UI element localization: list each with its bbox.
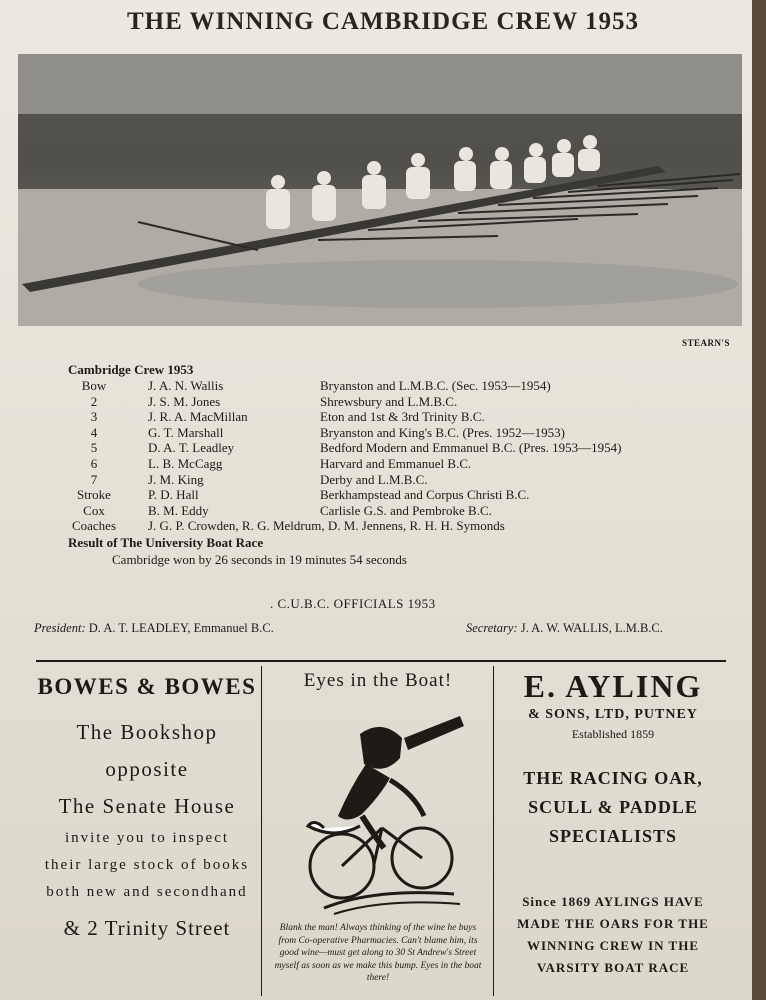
crew-club: Berkhampstead and Corpus Christi B.C. (320, 487, 530, 503)
ayling-spec-line: SPECIALISTS (548, 826, 678, 846)
crew-name: J. R. A. MacMillan (148, 409, 248, 425)
bowes-line: The Senate House (58, 794, 236, 818)
crew-row (60, 425, 760, 441)
crew-name: L. B. McCagg (148, 455, 223, 471)
crew-club: Carlisle G.S. and Pembroke B.C. (320, 502, 492, 518)
coop-caption: Blank the man! Always thinking of the wine he buys from Co-operative Pharmacies. Can't blame him, its good wine—must get along to 30 St Andrew's Street myself as soon as we make this bump. Eyes in the boat there! (274, 923, 482, 983)
crew-position: 4 (90, 424, 98, 440)
president-line (34, 621, 274, 636)
bowes-small-line: their large stock of books (44, 857, 250, 873)
cartoon-cyclist-icon (264, 698, 492, 922)
crew-club: Bryanston and L.M.B.C. (Sec. 1953—1954) (320, 378, 551, 393)
secretary-label: Secretary: (466, 621, 518, 635)
crew-club: Shrewsbury and L.M.B.C. (320, 393, 458, 409)
crew-list (60, 378, 760, 534)
crew-name: D. A. T. Leadley (148, 440, 235, 456)
bowes-address: & 2 Trinity Street (63, 916, 231, 940)
crew-name: J. S. M. Jones (148, 393, 221, 409)
officials-heading: . C.U.B.C. OFFICIALS 1953 (270, 596, 436, 611)
crew-name: J. M. King (148, 471, 204, 487)
crew-name: G. T. Marshall (148, 424, 224, 440)
secretary-name: J. A. W. WALLIS, L.M.B.C. (520, 621, 663, 635)
crew-row (60, 456, 760, 472)
ad-divider (261, 666, 262, 996)
crew-club: Eton and 1st & 3rd Trinity B.C. (320, 409, 485, 425)
coaches-row (60, 518, 760, 534)
president-name: D. A. T. LEADLEY, Emmanuel B.C. (88, 621, 274, 635)
secretary-line (466, 621, 663, 636)
ayling-advert (496, 668, 730, 979)
crew-position: Cox (83, 502, 105, 518)
crew-row (60, 378, 760, 394)
crew-photograph (18, 54, 742, 326)
section-divider (36, 660, 726, 662)
ayling-specialists (496, 764, 730, 851)
crew-position: Bow (81, 378, 107, 393)
crew-club: Bedford Modern and Emmanuel B.C. (Pres. 1953—1954) (320, 440, 622, 456)
ad-divider (493, 666, 494, 996)
crew-name: J. A. N. Wallis (148, 378, 224, 393)
ayling-since-line: MADE THE OARS FOR THE (517, 916, 709, 931)
crew-row (60, 409, 760, 425)
bowes-small-line: both new and secondhand (46, 884, 248, 900)
ayling-brand: E. AYLING (523, 668, 703, 704)
ayling-since-line: VARSITY BOAT RACE (536, 960, 690, 975)
bowes-line: opposite (105, 757, 189, 781)
result-text: Cambridge won by 26 seconds in 19 minutes 54 seconds (112, 552, 407, 567)
crew-row (60, 440, 760, 456)
result-heading: Result of The University Boat Race (68, 535, 264, 550)
ayling-spec-line: SCULL & PADDLE (528, 797, 698, 817)
bowes-brand: BOWES & BOWES (37, 674, 257, 699)
ayling-established: Established 1859 (571, 727, 655, 741)
coaches-label: Coaches (71, 518, 117, 534)
crew-row (60, 394, 760, 410)
crew-club: Bryanston and King's B.C. (Pres. 1952—1953) (320, 424, 566, 440)
crew-club: Derby and L.M.B.C. (320, 471, 428, 487)
crew-club: Harvard and Emmanuel B.C. (320, 455, 472, 471)
crew-position: 6 (90, 455, 98, 471)
crew-row (60, 487, 760, 503)
crew-position: 7 (90, 471, 98, 487)
crew-position: Stroke (77, 487, 111, 503)
crew-row (60, 472, 760, 488)
ayling-since-line: WINNING CREW IN THE (526, 938, 700, 953)
photo-credit: STEARN'S (682, 338, 731, 348)
crew-position: 3 (90, 409, 98, 425)
coaches-names: J. G. P. Crowden, R. G. Meldrum, D. M. Jennens, R. H. H. Symonds (148, 518, 505, 534)
ayling-spec-line: THE RACING OAR, (523, 768, 703, 788)
crew-row (60, 503, 760, 519)
crew-name: B. M. Eddy (148, 502, 209, 518)
ayling-since-line: Since 1869 AYLINGS HAVE (522, 894, 704, 909)
coop-advert (264, 670, 492, 985)
crew-position: 2 (90, 393, 98, 409)
bowes-advert (34, 674, 260, 941)
bowes-small-line: invite you to inspect (64, 830, 230, 846)
rowing-eight-illustration (18, 54, 742, 326)
coop-headline: Eyes in the Boat! (303, 670, 453, 691)
page-title: THE WINNING CAMBRIDGE CREW 1953 (126, 8, 640, 35)
bowes-line: The Bookshop (76, 720, 218, 744)
ayling-subtitle: & SONS, LTD, PUTNEY (528, 707, 698, 722)
crew-position: 5 (90, 440, 98, 456)
ayling-since (496, 891, 730, 979)
crew-name: P. D. Hall (148, 487, 199, 503)
cyclist-illustration (264, 698, 492, 922)
president-label: President: (34, 621, 86, 635)
crew-heading: Cambridge Crew 1953 (68, 362, 194, 377)
